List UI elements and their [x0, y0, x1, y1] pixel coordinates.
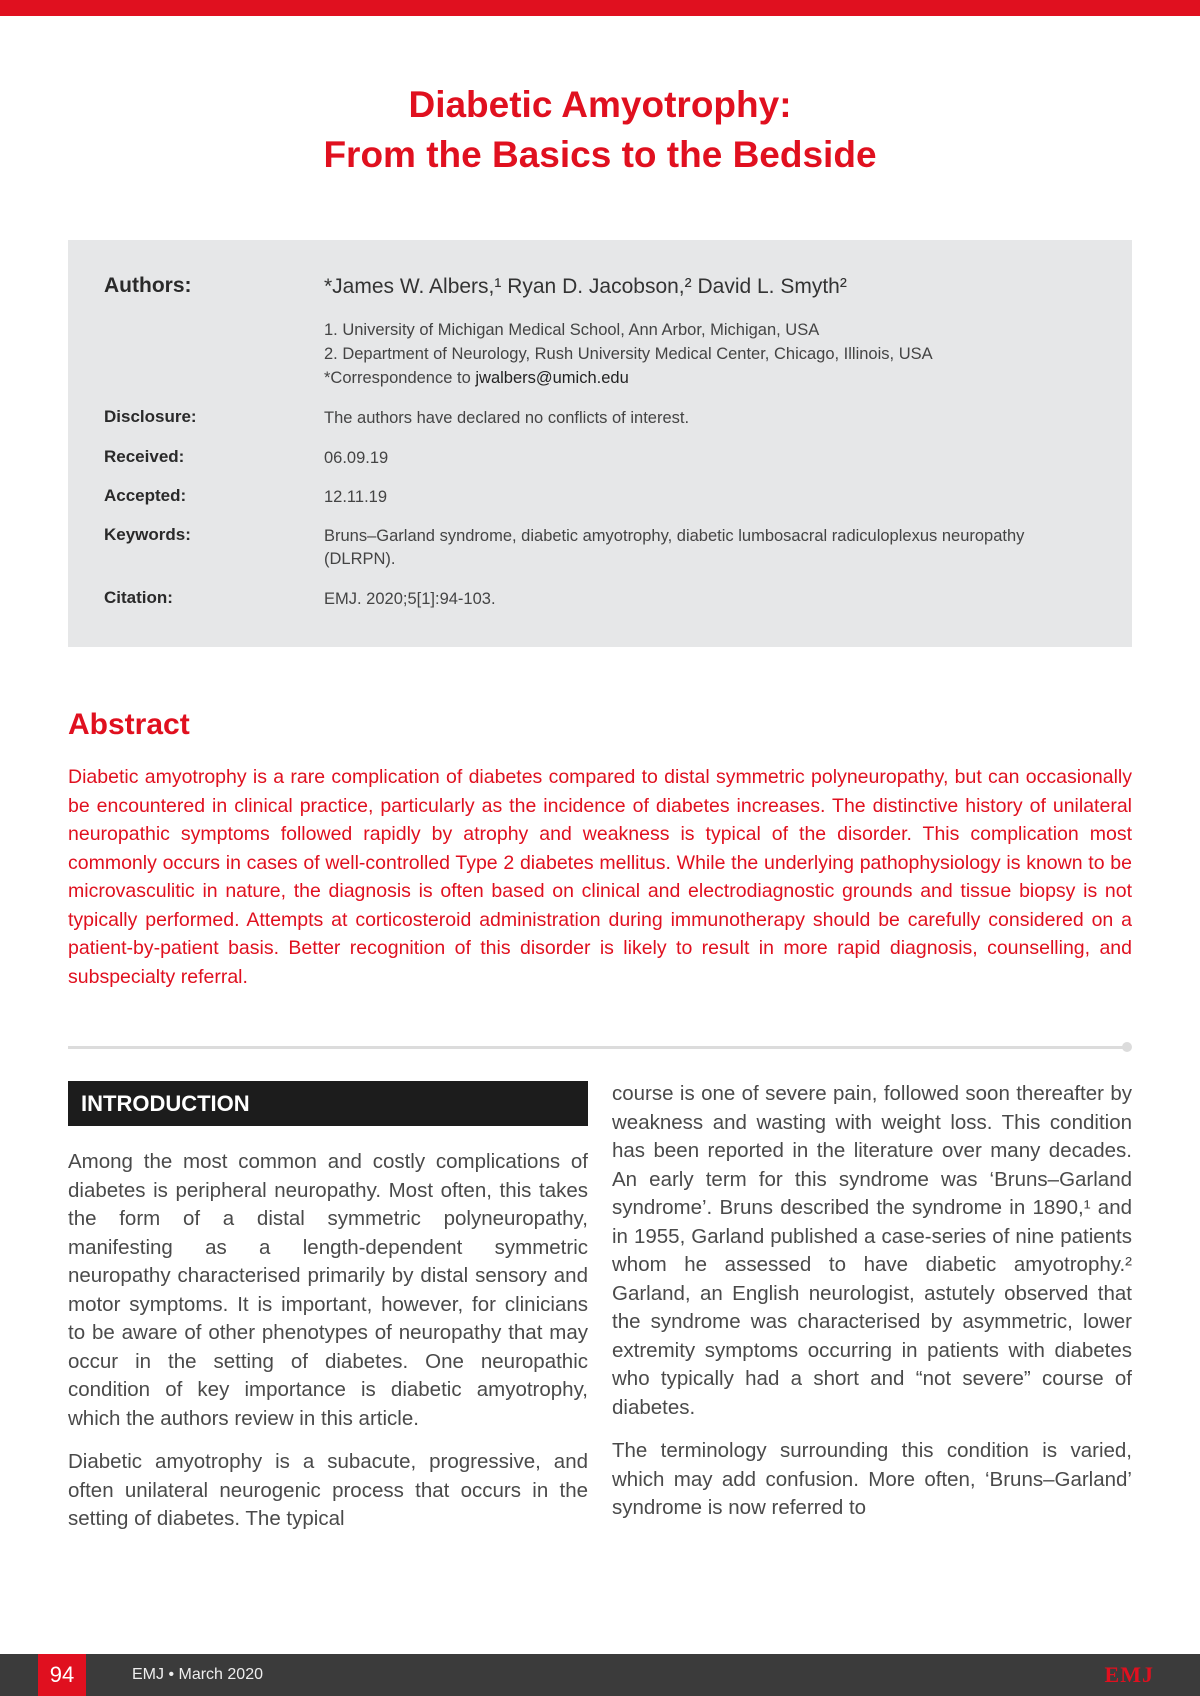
- introduction-heading: INTRODUCTION: [68, 1081, 588, 1126]
- article-title-line-2: From the Basics to the Bedside: [323, 134, 877, 175]
- received-value: 06.09.19: [324, 449, 389, 467]
- disclosure-label: Disclosure:: [104, 407, 197, 426]
- page-footer: [0, 1654, 1200, 1696]
- article-title-line-1: Diabetic Amyotrophy:: [408, 84, 792, 125]
- affiliations: [324, 318, 1104, 390]
- abstract-text: Diabetic amyotrophy is a rare complication of diabetes compared to distal symmetric polyneuropathy, but can occasionally be encountered in clinical practice, particularly as the incidence of diabetes increases. The distinctive history of unilateral neuropathic symptoms followed rapidly by atrophy and weakness is typical of the disorder. This complication most commonly occurs in cases of well-controlled Type 2 diabetes mellitus. While the underlying pathophysiology is known to be microvasculitic in nature, the diagnosis is often based on clinical and electrodiagnostic grounds and tissue biopsy is not typically performed. Attempts at corticosteroid administration during immunotherapy should be carefully considered on a patient-by-patient basis. Better recognition of this disorder is likely to result in more rapid diagnosis, counselling, and subspecialty referral.: [68, 766, 1132, 988]
- affiliation-1: 1. University of Michigan Medical School, Ann Arbor, Michigan, USA: [324, 321, 820, 339]
- journal-issue: EMJ • March 2020: [132, 1666, 263, 1683]
- intro-paragraph-3: course is one of severe pain, followed soon thereafter by weakness and wasting with weight loss. This condition has been reported in the literature over many decades. An early term for this syndrome was ‘Bruns–Garland syndrome’. Bruns described the syndrome in 1890,¹ and in 1955, Garland published a case-series of nine patients whom he assessed to have diabetic amyotrophy.² Garland, an English neurologist, astutely observed that the syndrome was characterised by asymmetric, lower extremity symptoms occurring in patients with diabetes who typically had a short and “not severe” course of diabetes.: [612, 1082, 1132, 1419]
- accepted-label: Accepted:: [104, 486, 187, 505]
- intro-paragraph-2: Diabetic amyotrophy is a subacute, progressive, and often unilateral neurogenic process that occurs in the setting of diabetes. The typical: [68, 1450, 588, 1530]
- correspondence-email-link[interactable]: jwalbers@umich.edu: [475, 369, 629, 387]
- article-title: [0, 80, 1200, 180]
- left-column: [68, 1148, 588, 1549]
- intro-paragraph-1: Among the most common and costly complications of diabetes is peripheral neuropathy. Most often, this takes the form of a distal symmetric polyneuropathy, manifesting as a length-dependent symmetric neuropathy characterised primarily by distal sensory and motor symptoms. It is important, however, for clinicians to be aware of other phenotypes of neuropathy that may occur in the setting of diabetes. One neuropathic condition of key importance is diabetic amyotrophy, which the authors review in this article.: [68, 1150, 588, 1430]
- keywords-value: Bruns–Garland syndrome, diabetic amyotrophy, diabetic lumbosacral radiculoplexus neuropathy (DLRPN).: [324, 527, 1025, 568]
- abstract-heading: Abstract: [68, 708, 190, 741]
- article-info-box: [68, 240, 1132, 647]
- citation-value: EMJ. 2020;5[1]:94-103.: [324, 590, 496, 608]
- section-divider: [68, 1046, 1126, 1049]
- disclosure-value: The authors have declared no conflicts of interest.: [324, 409, 690, 427]
- citation-label: Citation:: [104, 588, 173, 607]
- correspondence-prefix: *Correspondence to: [324, 369, 476, 387]
- top-accent-bar: [0, 0, 1200, 16]
- keywords-label: Keywords:: [104, 525, 191, 544]
- correspondence: [324, 366, 1104, 390]
- right-column: [612, 1080, 1132, 1538]
- affiliation-2: 2. Department of Neurology, Rush University Medical Center, Chicago, Illinois, USA: [324, 345, 933, 363]
- authors-label: Authors:: [104, 274, 192, 297]
- divider-end-dot: [1122, 1042, 1132, 1052]
- page-number: 94: [38, 1654, 86, 1696]
- emj-logo: EMJ: [1104, 1662, 1154, 1687]
- received-label: Received:: [104, 447, 185, 466]
- accepted-value: 12.11.19: [324, 488, 388, 506]
- authors-list: *James W. Albers,¹ Ryan D. Jacobson,² David L. Smyth²: [324, 275, 847, 298]
- intro-paragraph-4: The terminology surrounding this condition is varied, which may add confusion. More often, ‘Bruns–Garland’ syndrome is now referred to: [612, 1439, 1132, 1519]
